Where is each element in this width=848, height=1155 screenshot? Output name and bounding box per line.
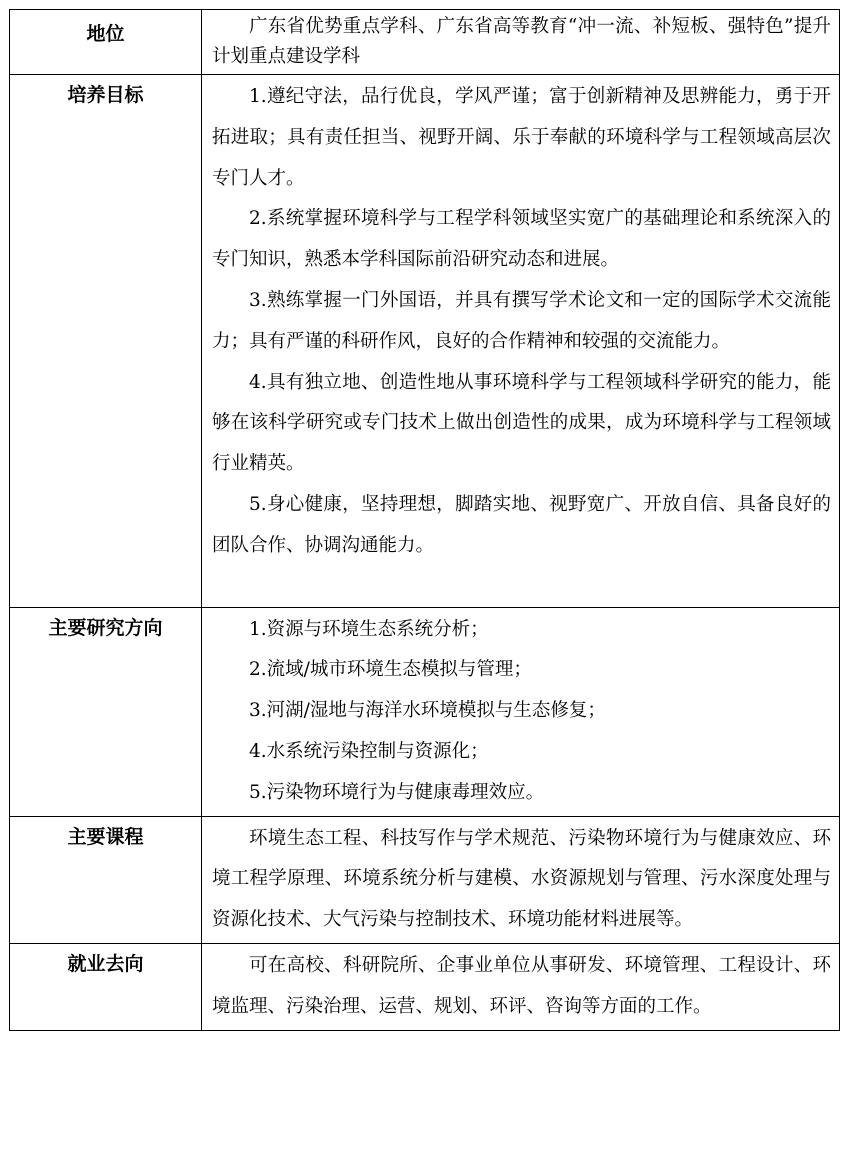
row-courses (10, 816, 840, 943)
careers-label: 就业去向 (10, 943, 202, 1030)
row-goals (10, 75, 840, 608)
goal-item: 3.熟练掌握一门外国语，并具有撰写学术论文和一定的国际学术交流能力；具有严谨的科研作风，良好的合作精神和较强的交流能力。 (212, 289, 831, 352)
goals-content (202, 75, 840, 608)
goals-label: 培养目标 (10, 75, 202, 608)
position-label: 地位 (10, 10, 202, 75)
research-item: 4.水系统污染控制与资源化； (249, 740, 489, 762)
courses-content (202, 816, 840, 943)
research-item: 3.河湖/湿地与海洋水环境模拟与生态修复； (249, 700, 606, 722)
careers-text: 可在高校、科研院所、企事业单位从事研发、环境管理、工程设计、环境监理、污染治理、运营、规划、环评、咨询等方面的工作。 (212, 954, 831, 1017)
research-content (202, 607, 840, 816)
row-position (10, 10, 840, 75)
courses-label: 主要课程 (10, 816, 202, 943)
goal-item: 5.身心健康，坚持理想，脚踏实地、视野宽广、开放自信、具备良好的团队合作、协调沟通能力。 (212, 493, 831, 556)
careers-content (202, 943, 840, 1030)
row-careers (10, 943, 840, 1030)
goal-item: 4.具有独立地、创造性地从事环境科学与工程领域科学研究的能力，能够在该科学研究或专门技术上做出创造性的成果，成为环境科学与工程领域行业精英。 (212, 371, 831, 475)
research-item: 5.污染物环境行为与健康毒理效应。 (249, 781, 545, 803)
research-item: 2.流域/城市环境生态模拟与管理； (249, 659, 532, 681)
goal-item: 2.系统掌握环境科学与工程学科领域坚实宽广的基础理论和系统深入的专门知识，熟悉本学科国际前沿研究动态和进展。 (212, 208, 831, 271)
goal-item: 1.遵纪守法，品行优良，学风严谨；富于创新精神及思辨能力，勇于开拓进取；具有责任担当、视野开阔、乐于奉献的环境科学与工程领域高层次专门人才。 (212, 86, 831, 189)
research-label: 主要研究方向 (10, 607, 202, 816)
research-item: 1.资源与环境生态系统分析； (249, 618, 489, 640)
courses-text: 环境生态工程、科技写作与学术规范、污染物环境行为与健康效应、环境工程学原理、环境系统分析与建模、水资源规划与管理、污水深度处理与资源化技术、大气污染与控制技术、环境功能材料进展等。 (212, 827, 831, 931)
position-text: 广东省优势重点学科、广东省高等教育“冲一流、补短板、强特色”提升计划重点建设学科 (212, 16, 831, 67)
row-research (10, 607, 840, 816)
position-content (202, 10, 840, 75)
program-info-table (9, 9, 840, 1031)
